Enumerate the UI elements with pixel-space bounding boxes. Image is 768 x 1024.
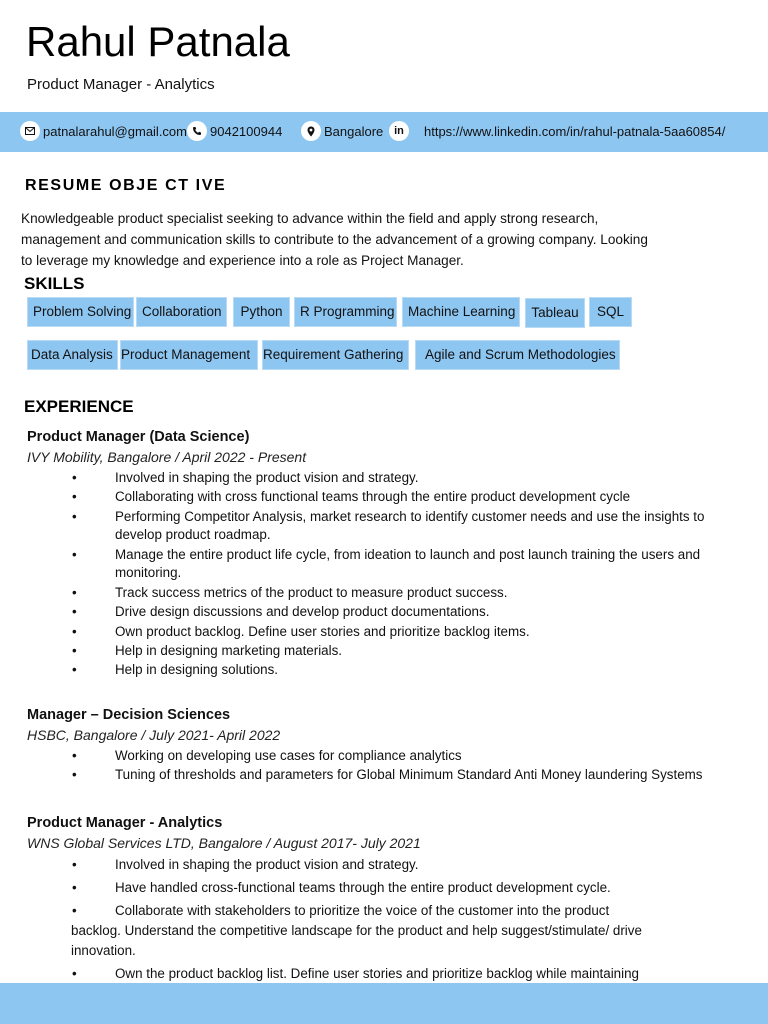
paragraph-item: • Own the product backlog list. Define user stories and prioritize backlog while maintaining <box>72 966 639 981</box>
objective-heading: RESUME OBJE CT IVE <box>25 177 227 194</box>
objective-text <box>21 208 681 271</box>
objective-line: management and communication skills to contribute to the advancement of a growing company. Looking <box>21 232 648 247</box>
bullet-item: • Help in designing marketing materials. <box>72 643 343 658</box>
email-icon <box>20 121 40 141</box>
bullet-item: • Drive design discussions and develop product documentations. <box>72 604 490 619</box>
skill-chip: Data Analysis <box>27 340 118 370</box>
contact-linkedin-link[interactable]: https://www.linkedin.com/in/rahul-patnala-5aa60854/ <box>424 123 726 139</box>
bullet-item: • Involved in shaping the product vision and strategy. <box>72 470 419 485</box>
job-company: IVY Mobility, Bangalore / April 2022 - Present <box>27 449 307 465</box>
objective-line: to leverage my knowledge and experience into a role as Project Manager. <box>21 253 464 268</box>
skills-heading: SKILLS <box>24 274 85 293</box>
job-company: WNS Global Services LTD, Bangalore / August 2017- July 2021 <box>27 835 421 851</box>
bullet-item: • Own product backlog. Define user stories and prioritize backlog items. <box>72 624 530 639</box>
bullet-item: • Help in designing solutions. <box>72 662 279 677</box>
skill-chip: Collaboration <box>136 297 227 327</box>
skill-chip: R Programming <box>294 297 397 327</box>
experience-heading: EXPERIENCE <box>24 397 134 416</box>
bullet-item: • Performing Competitor Analysis, market research to identify customer needs and use the insights to develop product roadmap. <box>72 509 705 542</box>
skill-chip: Machine Learning <box>402 297 520 327</box>
footer-bar <box>0 983 768 1024</box>
bullet-item: • Collaborating with cross functional teams through the entire product development cycle <box>72 489 631 504</box>
contact-email-text: patnalarahul@gmail.com <box>43 123 187 139</box>
job-title: Product Manager - Analytics <box>27 815 223 831</box>
contact-phone[interactable] <box>187 121 282 141</box>
skill-chip: Python <box>233 297 290 327</box>
contact-location-text: Bangalore <box>324 123 384 139</box>
job-bullets <box>0 856 768 897</box>
contact-linkedin[interactable] <box>389 121 725 141</box>
phone-icon <box>187 121 207 141</box>
objective-line: Knowledgeable product specialist seeking to advance within the field and apply strong research, <box>21 211 599 226</box>
paragraph-item: • Collaborate with stakeholders to prioritize the voice of the customer into the product backlog. Understand the competitive landscape for the product and help suggest/stimulate/ drive innovation. <box>71 903 642 958</box>
contact-bar <box>0 112 768 152</box>
job-title: Manager – Decision Sciences <box>27 707 231 723</box>
bullet-item: • Working on developing use cases for compliance analytics <box>72 748 462 763</box>
skill-chip: Product Management <box>120 340 258 370</box>
linkedin-icon: in <box>389 121 409 141</box>
candidate-role: Product Manager - Analytics <box>27 76 215 93</box>
contact-email[interactable] <box>20 121 187 141</box>
bullet-item: • Tuning of thresholds and parameters for Global Minimum Standard Anti Money laundering Systems <box>72 767 703 782</box>
job-company: HSBC, Bangalore / July 2021- April 2022 <box>27 727 281 743</box>
candidate-name: Rahul Patnala <box>26 18 290 65</box>
contact-location[interactable] <box>301 121 383 141</box>
bullet-item: • Manage the entire product life cycle, from ideation to launch and post launch training the users and monitoring. <box>72 547 701 580</box>
job-bullets <box>0 469 768 679</box>
skill-chip: Requirement Gathering <box>262 340 409 370</box>
job-bullets <box>0 747 768 784</box>
skill-chip: SQL <box>589 297 632 327</box>
bullet-item: • Track success metrics of the product to measure product success. <box>72 585 508 600</box>
skill-chip: Tableau <box>525 298 585 328</box>
job-title: Product Manager (Data Science) <box>27 429 250 445</box>
bullet-item: • Involved in shaping the product vision and strategy. <box>72 857 419 872</box>
contact-phone-text: 9042100944 <box>210 123 283 139</box>
location-pin-icon <box>301 121 321 141</box>
skill-chip: Agile and Scrum Methodologies <box>415 340 620 370</box>
bullet-item: • Have handled cross-functional teams through the entire product development cycle. <box>72 880 611 895</box>
skill-chip: Problem Solving <box>27 297 134 327</box>
